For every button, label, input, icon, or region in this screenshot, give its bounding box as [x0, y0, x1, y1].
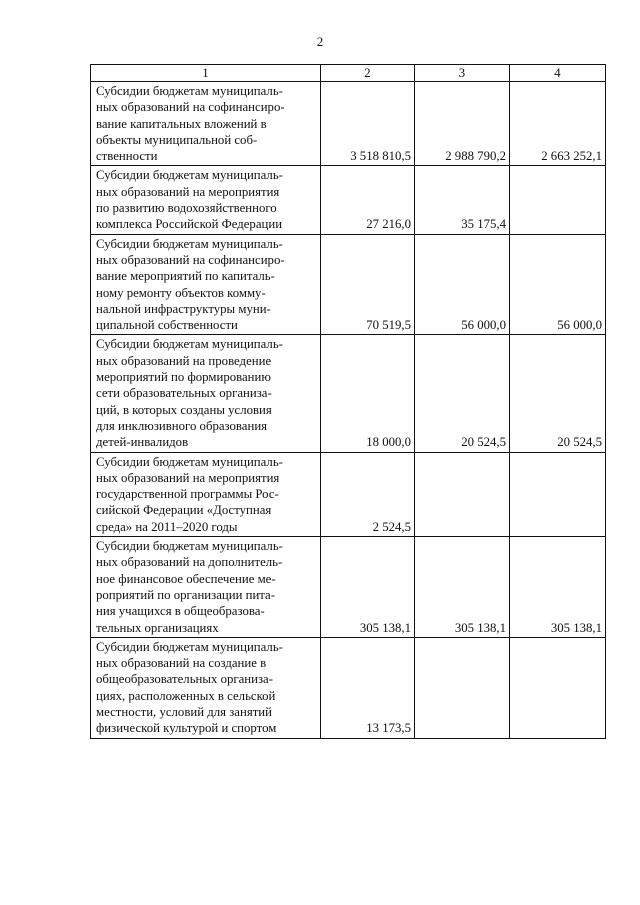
column-header-4: 4	[510, 65, 606, 82]
description-line: мероприятий по формированию	[96, 370, 271, 385]
description-line: детей-инвалидов	[96, 435, 189, 450]
value-cell-col4	[510, 452, 606, 536]
column-header-3: 3	[415, 65, 510, 82]
row-description	[91, 234, 321, 335]
row-description	[91, 637, 321, 738]
row-description	[91, 452, 321, 536]
page-number: 2	[316, 34, 324, 49]
description-line: физической культурой и спортом	[96, 721, 277, 736]
description-line: ципальной собственности	[96, 318, 238, 333]
table-header	[91, 65, 606, 82]
value-cell-col2: 27 216,0	[321, 166, 415, 234]
description-line: Субсидии бюджетам муниципаль-	[96, 236, 283, 251]
row-description	[91, 166, 321, 234]
row-description	[91, 82, 321, 166]
description-line: вание капитальных вложений в	[96, 116, 267, 131]
value-cell-col3: 305 138,1	[415, 537, 510, 638]
value-cell-col2: 70 519,5	[321, 234, 415, 335]
header-row	[91, 65, 606, 82]
value-cell-col2: 3 518 810,5	[321, 82, 415, 166]
value-cell-col2: 305 138,1	[321, 537, 415, 638]
table-row	[91, 82, 606, 166]
row-description	[91, 537, 321, 638]
value-cell-col4: 305 138,1	[510, 537, 606, 638]
description-line: среда» на 2011–2020 годы	[96, 519, 238, 534]
description-line: по развитию водохозяйственного	[96, 201, 277, 216]
value-cell-col3: 20 524,5	[415, 335, 510, 452]
description-line: ных образований на создание в	[96, 656, 267, 671]
value-cell-col2: 18 000,0	[321, 335, 415, 452]
description-line: местности, условий для занятий	[96, 704, 272, 719]
description-line: ций, в которых созданы условия	[96, 402, 272, 417]
description-line: циях, расположенных в сельской	[96, 688, 276, 703]
description-line: ния учащихся в общеобразова-	[96, 604, 265, 619]
description-line: ственности	[96, 149, 158, 164]
description-line: ное финансовое обеспечение ме-	[96, 571, 276, 586]
description-line: общеобразовательных организа-	[96, 672, 273, 687]
table-row	[91, 537, 606, 638]
table-row	[91, 637, 606, 738]
row-description	[91, 335, 321, 452]
table-row	[91, 234, 606, 335]
value-cell-col2: 13 173,5	[321, 637, 415, 738]
table-row	[91, 452, 606, 536]
description-line: вание мероприятий по капиталь-	[96, 269, 275, 284]
value-cell-col4: 2 663 252,1	[510, 82, 606, 166]
description-line: государственной программы Рос-	[96, 487, 279, 502]
table-row	[91, 166, 606, 234]
description-line: ному ремонту объектов комму-	[96, 285, 266, 300]
description-line: ных образований на дополнитель-	[96, 555, 283, 570]
value-cell-col4	[510, 637, 606, 738]
value-cell-col3: 35 175,4	[415, 166, 510, 234]
column-header-1: 1	[91, 65, 321, 82]
description-line: роприятий по организации пита-	[96, 587, 276, 602]
description-line: ных образований на проведение	[96, 353, 272, 368]
value-cell-col3: 2 988 790,2	[415, 82, 510, 166]
description-line: Субсидии бюджетам муниципаль-	[96, 454, 283, 469]
description-line: Субсидии бюджетам муниципаль-	[96, 168, 283, 183]
value-cell-col3	[415, 637, 510, 738]
description-line: тельных организациях	[96, 620, 219, 635]
description-line: ных образований на мероприятия	[96, 470, 280, 485]
budget-table	[90, 64, 606, 739]
description-line: сийской Федерации «Доступная	[96, 503, 272, 518]
value-cell-col4	[510, 166, 606, 234]
description-line: для инклюзивного образования	[96, 418, 268, 433]
value-cell-col3	[415, 452, 510, 536]
table-row	[91, 335, 606, 452]
description-line: Субсидии бюджетам муниципаль-	[96, 337, 283, 352]
description-line: Субсидии бюджетам муниципаль-	[96, 639, 283, 654]
value-cell-col4: 20 524,5	[510, 335, 606, 452]
description-line: комплекса Российской Федерации	[96, 217, 283, 232]
description-line: Субсидии бюджетам муниципаль-	[96, 539, 283, 554]
table-body	[91, 82, 606, 739]
description-line: Субсидии бюджетам муниципаль-	[96, 84, 283, 98]
description-line: объекты муниципальной соб-	[96, 132, 258, 147]
description-line: нальной инфраструктуры муни-	[96, 301, 271, 316]
description-line: сети образовательных организа-	[96, 386, 272, 401]
column-header-2: 2	[321, 65, 415, 82]
value-cell-col4: 56 000,0	[510, 234, 606, 335]
value-cell-col2: 2 524,5	[321, 452, 415, 536]
description-line: ных образований на мероприятия	[96, 184, 280, 199]
value-cell-col3: 56 000,0	[415, 234, 510, 335]
description-line: ных образований на софинансиро-	[96, 100, 285, 115]
description-line: ных образований на софинансиро-	[96, 252, 285, 267]
